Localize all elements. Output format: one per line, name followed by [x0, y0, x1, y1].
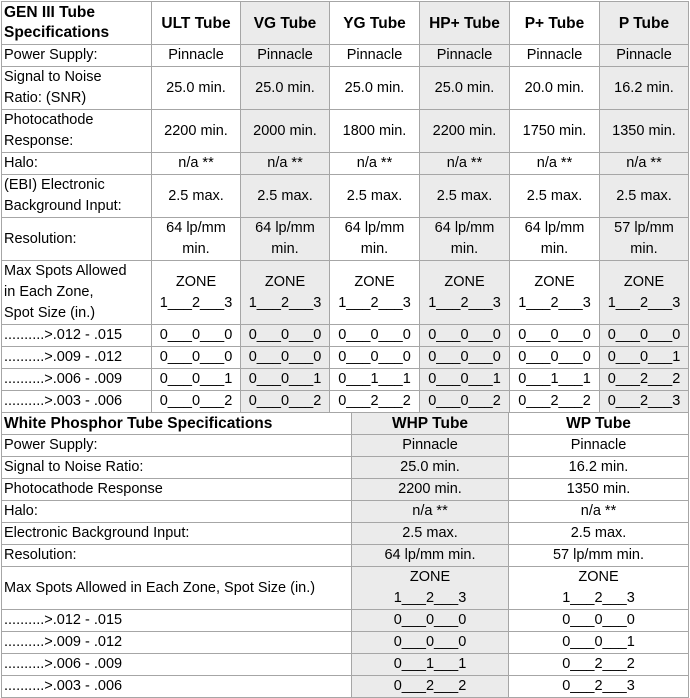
- spec-value: [509, 654, 689, 676]
- cell-line: n/a **: [178, 155, 214, 171]
- tube-header: VG Tube: [241, 2, 330, 45]
- spec-value: [420, 67, 510, 110]
- spec-value: [152, 110, 241, 153]
- spec-value: [509, 567, 689, 610]
- cell-line: GEN III Tube: [4, 4, 95, 21]
- spec-value: [600, 369, 689, 391]
- spec-value: [420, 153, 510, 175]
- spec-value: [600, 67, 689, 110]
- cell-line: 25.0 min.: [344, 79, 405, 96]
- spec-value: [330, 369, 420, 391]
- cell-line: 16.2 min.: [614, 79, 674, 96]
- cell-line: 0___2___2: [562, 656, 635, 672]
- cell-line: Pinnacle: [168, 47, 224, 63]
- cell-line: 25.0 min.: [434, 79, 495, 96]
- row-label: Electronic Background Input:: [2, 523, 352, 545]
- cell-line: 20.0 min.: [524, 79, 585, 96]
- cell-line: 64 lp/mm: [434, 220, 495, 236]
- cell-line: 0___0___1: [248, 371, 322, 387]
- cell-line: 1___2___3: [562, 590, 635, 606]
- spec-value: [152, 67, 241, 110]
- cell-line: 1___2___3: [248, 294, 322, 311]
- spec-value: [420, 110, 510, 153]
- cell-line: Pinnacle: [257, 47, 313, 63]
- spec-value: [420, 325, 510, 347]
- spec-value: [600, 261, 689, 325]
- cell-line: 2.5 max.: [526, 187, 583, 204]
- spec-value: [330, 175, 420, 218]
- cell-line: 0___0___2: [159, 393, 233, 409]
- gen3-row: [2, 153, 689, 175]
- cell-line: 0___0___0: [562, 612, 635, 628]
- spec-value: [352, 523, 509, 545]
- cell-line: 1___2___3: [393, 590, 467, 606]
- row-label: [2, 218, 152, 261]
- cell-line: ZONE: [534, 273, 575, 290]
- cell-line: Specifications: [4, 24, 110, 41]
- spec-value: [241, 175, 330, 218]
- gen3-row: [2, 391, 689, 413]
- white-row: [2, 545, 689, 567]
- cell-line: 0___2___2: [393, 678, 467, 694]
- row-label: [2, 175, 152, 218]
- cell-line: 2.5 max.: [346, 187, 403, 204]
- spec-value: [152, 325, 241, 347]
- cell-line: min.: [271, 241, 299, 257]
- spec-value: [241, 45, 330, 67]
- spec-value: [152, 218, 241, 261]
- spec-value: [420, 45, 510, 67]
- tube-header: WHP Tube: [352, 413, 509, 435]
- row-label: Resolution:: [2, 545, 352, 567]
- cell-line: Halo:: [4, 155, 38, 171]
- spec-value: [330, 218, 420, 261]
- tube-header: P Tube: [600, 2, 689, 45]
- spec-value: [510, 67, 600, 110]
- white-row: [2, 479, 689, 501]
- tube-header: WP Tube: [509, 413, 689, 435]
- cell-line: Pinnacle: [402, 437, 458, 453]
- cell-line: n/a **: [412, 503, 448, 519]
- cell-line: (EBI) Electronic: [4, 177, 105, 193]
- spec-value: [420, 218, 510, 261]
- row-label: [2, 325, 152, 347]
- spec-value: [600, 153, 689, 175]
- cell-line: 0___0___0: [518, 349, 591, 365]
- cell-line: 1___2___3: [338, 294, 411, 311]
- cell-line: 64 lp/mm: [524, 220, 585, 236]
- cell-line: 2.5 max.: [436, 187, 493, 204]
- cell-line: 2.5 max.: [257, 187, 313, 204]
- cell-line: Pinnacle: [346, 47, 403, 63]
- white-header-row: [2, 413, 689, 435]
- row-label: [2, 110, 152, 153]
- cell-line: 0___2___2: [338, 393, 411, 409]
- cell-line: 64 lp/mm min.: [384, 547, 476, 563]
- spec-value: [510, 261, 600, 325]
- white-row: [2, 435, 689, 457]
- row-label: Halo:: [2, 501, 352, 523]
- spec-value: [352, 479, 509, 501]
- spec-value: [510, 153, 600, 175]
- spec-value: [510, 347, 600, 369]
- cell-line: 0___0___0: [428, 327, 501, 343]
- cell-line: 2.5 max.: [168, 187, 224, 204]
- gen3-row: [2, 67, 689, 110]
- white-title: White Phosphor Tube Specifications: [2, 413, 352, 435]
- cell-line: 0___0___2: [248, 393, 322, 409]
- gen3-row: [2, 325, 689, 347]
- spec-value: [330, 325, 420, 347]
- cell-line: 64 lp/mm: [344, 220, 405, 236]
- row-label: [2, 67, 152, 110]
- cell-line: 0___0___1: [607, 349, 681, 365]
- spec-value: [152, 369, 241, 391]
- cell-line: 0___0___0: [393, 634, 467, 650]
- cell-line: 25.0 min.: [255, 79, 315, 96]
- cell-line: 0___0___1: [562, 634, 635, 650]
- cell-line: 1350 min.: [566, 481, 631, 497]
- cell-line: Pinnacle: [616, 47, 672, 63]
- spec-value: [509, 676, 689, 698]
- cell-line: Spot Size (in.): [4, 305, 96, 321]
- cell-line: min.: [360, 241, 389, 257]
- cell-line: ..........>.003 - .006: [4, 393, 123, 409]
- cell-line: 2200 min.: [432, 122, 497, 139]
- cell-line: 2200 min.: [164, 122, 228, 139]
- spec-value: [152, 391, 241, 413]
- spec-value: [600, 110, 689, 153]
- spec-value: [152, 45, 241, 67]
- cell-line: 0___1___1: [518, 371, 591, 387]
- spec-value: [330, 347, 420, 369]
- cell-line: min.: [182, 241, 210, 257]
- spec-value: [420, 261, 510, 325]
- cell-line: ZONE: [444, 273, 485, 290]
- row-label: [2, 153, 152, 175]
- spec-value: [420, 175, 510, 218]
- cell-line: ZONE: [175, 273, 217, 290]
- gen3-title: [2, 2, 152, 45]
- row-label: Power Supply:: [2, 435, 352, 457]
- cell-line: 0___0___1: [428, 371, 501, 387]
- cell-line: min.: [540, 241, 569, 257]
- spec-sheet: [1, 1, 689, 698]
- cell-line: Ratio: (SNR): [4, 90, 87, 106]
- cell-line: 1800 min.: [342, 122, 407, 139]
- cell-line: 0___2___3: [607, 393, 681, 409]
- spec-value: [420, 369, 510, 391]
- spec-value: [509, 479, 689, 501]
- spec-value: [352, 632, 509, 654]
- gen3-row: [2, 45, 689, 67]
- spec-value: [241, 325, 330, 347]
- cell-line: Background Input:: [4, 198, 122, 214]
- cell-line: 64 lp/mm: [166, 220, 226, 236]
- spec-value: [352, 676, 509, 698]
- cell-line: Signal to Noise: [4, 69, 102, 85]
- cell-line: 0___1___1: [338, 371, 411, 387]
- cell-line: 2.5 max.: [402, 525, 458, 541]
- cell-line: 0___1___1: [393, 656, 467, 672]
- spec-value: [241, 67, 330, 110]
- spec-value: [352, 567, 509, 610]
- spec-value: [509, 435, 689, 457]
- cell-line: 0___2___2: [607, 371, 681, 387]
- cell-line: ..........>.006 - .009: [4, 371, 123, 387]
- cell-line: 25.0 min.: [400, 459, 460, 475]
- spec-value: [420, 391, 510, 413]
- spec-value: [509, 545, 689, 567]
- spec-value: [509, 632, 689, 654]
- cell-line: 0___0___0: [393, 612, 467, 628]
- gen3-row: [2, 261, 689, 325]
- spec-value: [241, 261, 330, 325]
- cell-line: n/a **: [536, 155, 573, 171]
- cell-line: 57 lp/mm: [614, 220, 674, 236]
- cell-line: ..........>.012 - .015: [4, 327, 123, 343]
- cell-line: 1___2___3: [607, 294, 681, 311]
- spec-value: [152, 153, 241, 175]
- spec-value: [241, 369, 330, 391]
- cell-line: Max Spots Allowed: [4, 263, 127, 279]
- tube-header: HP+ Tube: [420, 2, 510, 45]
- cell-line: 1___2___3: [428, 294, 501, 311]
- spec-value: [330, 391, 420, 413]
- cell-line: Pinnacle: [436, 47, 493, 63]
- spec-value: [330, 261, 420, 325]
- cell-line: 1750 min.: [522, 122, 587, 139]
- cell-line: ZONE: [354, 273, 395, 290]
- cell-line: 0___0___0: [607, 327, 681, 343]
- cell-line: 1___2___3: [518, 294, 591, 311]
- spec-value: [241, 153, 330, 175]
- cell-line: 0___0___0: [338, 349, 411, 365]
- cell-line: 0___0___0: [159, 327, 233, 343]
- tube-header: YG Tube: [330, 2, 420, 45]
- spec-value: [152, 175, 241, 218]
- spec-value: [352, 610, 509, 632]
- cell-line: ..........>.009 - .012: [4, 349, 123, 365]
- row-label: Signal to Noise Ratio:: [2, 457, 352, 479]
- spec-value: [600, 391, 689, 413]
- row-label: [2, 347, 152, 369]
- cell-line: Resolution:: [4, 230, 77, 247]
- cell-line: n/a **: [580, 503, 617, 519]
- cell-line: Pinnacle: [570, 437, 627, 453]
- cell-line: ZONE: [578, 569, 619, 585]
- spec-value: [352, 435, 509, 457]
- white-row: [2, 676, 689, 698]
- spec-value: [330, 110, 420, 153]
- cell-line: Pinnacle: [526, 47, 583, 63]
- tube-header: ULT Tube: [152, 2, 241, 45]
- row-label: [2, 45, 152, 67]
- cell-line: 0___2___2: [518, 393, 591, 409]
- cell-line: 2000 min.: [253, 122, 317, 139]
- row-label: Max Spots Allowed in Each Zone, Spot Size (in.): [2, 567, 352, 610]
- gen3-row: [2, 218, 689, 261]
- cell-line: ZONE: [264, 273, 306, 290]
- white-row: [2, 523, 689, 545]
- cell-line: 0___2___3: [562, 678, 635, 694]
- cell-line: 1___2___3: [159, 294, 233, 311]
- row-label: [2, 391, 152, 413]
- cell-line: min.: [450, 241, 479, 257]
- cell-line: 57 lp/mm min.: [552, 547, 645, 563]
- cell-line: 0___0___0: [338, 327, 411, 343]
- spec-value: [510, 110, 600, 153]
- spec-value: [600, 347, 689, 369]
- cell-line: 64 lp/mm: [255, 220, 315, 236]
- row-label: ..........>.003 - .006: [2, 676, 352, 698]
- cell-line: in Each Zone,: [4, 284, 94, 300]
- spec-value: [509, 501, 689, 523]
- white-row: [2, 610, 689, 632]
- white-row: [2, 501, 689, 523]
- spec-value: [600, 325, 689, 347]
- spec-value: [600, 175, 689, 218]
- white-row: [2, 457, 689, 479]
- cell-line: 0___0___0: [248, 327, 322, 343]
- row-label: ..........>.006 - .009: [2, 654, 352, 676]
- spec-value: [510, 325, 600, 347]
- spec-value: [352, 457, 509, 479]
- gen3-row: [2, 110, 689, 153]
- spec-value: [510, 391, 600, 413]
- row-label: ..........>.009 - .012: [2, 632, 352, 654]
- spec-value: [152, 347, 241, 369]
- spec-value: [241, 347, 330, 369]
- cell-line: min.: [630, 241, 658, 257]
- white-row: [2, 654, 689, 676]
- gen3-row: [2, 347, 689, 369]
- spec-value: [352, 654, 509, 676]
- cell-line: n/a **: [356, 155, 393, 171]
- spec-value: [510, 45, 600, 67]
- spec-value: [420, 347, 510, 369]
- cell-line: 0___0___0: [428, 349, 501, 365]
- spec-value: [241, 218, 330, 261]
- white-row: [2, 567, 689, 610]
- cell-line: ZONE: [409, 569, 451, 585]
- cell-line: 2.5 max.: [570, 525, 627, 541]
- cell-line: 0___0___0: [159, 349, 233, 365]
- spec-value: [509, 457, 689, 479]
- spec-value: [510, 369, 600, 391]
- cell-line: 0___0___2: [428, 393, 501, 409]
- gen3-row: [2, 175, 689, 218]
- cell-line: Photocathode: [4, 112, 94, 128]
- cell-line: 1350 min.: [612, 122, 676, 139]
- spec-value: [509, 523, 689, 545]
- cell-line: 2200 min.: [398, 481, 462, 497]
- cell-line: 25.0 min.: [166, 79, 226, 96]
- spec-value: [510, 175, 600, 218]
- tube-header: P+ Tube: [510, 2, 600, 45]
- cell-line: 16.2 min.: [568, 459, 629, 475]
- cell-line: n/a **: [626, 155, 662, 171]
- spec-value: [352, 501, 509, 523]
- cell-line: ZONE: [623, 273, 665, 290]
- gen3-row: [2, 369, 689, 391]
- gen3-header-row: [2, 2, 689, 45]
- spec-value: [352, 545, 509, 567]
- spec-value: [509, 610, 689, 632]
- spec-value: [600, 45, 689, 67]
- row-label: [2, 261, 152, 325]
- spec-value: [330, 67, 420, 110]
- cell-line: n/a **: [446, 155, 483, 171]
- spec-value: [330, 45, 420, 67]
- spec-value: [330, 153, 420, 175]
- spec-value: [241, 391, 330, 413]
- white-phosphor-spec-table: [1, 412, 689, 698]
- cell-line: n/a **: [267, 155, 303, 171]
- white-row: [2, 632, 689, 654]
- spec-value: [510, 218, 600, 261]
- gen3-spec-table: [1, 1, 689, 413]
- cell-line: 0___0___1: [159, 371, 233, 387]
- cell-line: Power Supply:: [4, 47, 98, 63]
- cell-line: Response:: [4, 133, 74, 149]
- row-label: ..........>.012 - .015: [2, 610, 352, 632]
- spec-value: [600, 218, 689, 261]
- cell-line: 0___0___0: [518, 327, 591, 343]
- cell-line: 0___0___0: [248, 349, 322, 365]
- row-label: [2, 369, 152, 391]
- spec-value: [241, 110, 330, 153]
- row-label: Photocathode Response: [2, 479, 352, 501]
- cell-line: 2.5 max.: [616, 187, 672, 204]
- spec-value: [152, 261, 241, 325]
